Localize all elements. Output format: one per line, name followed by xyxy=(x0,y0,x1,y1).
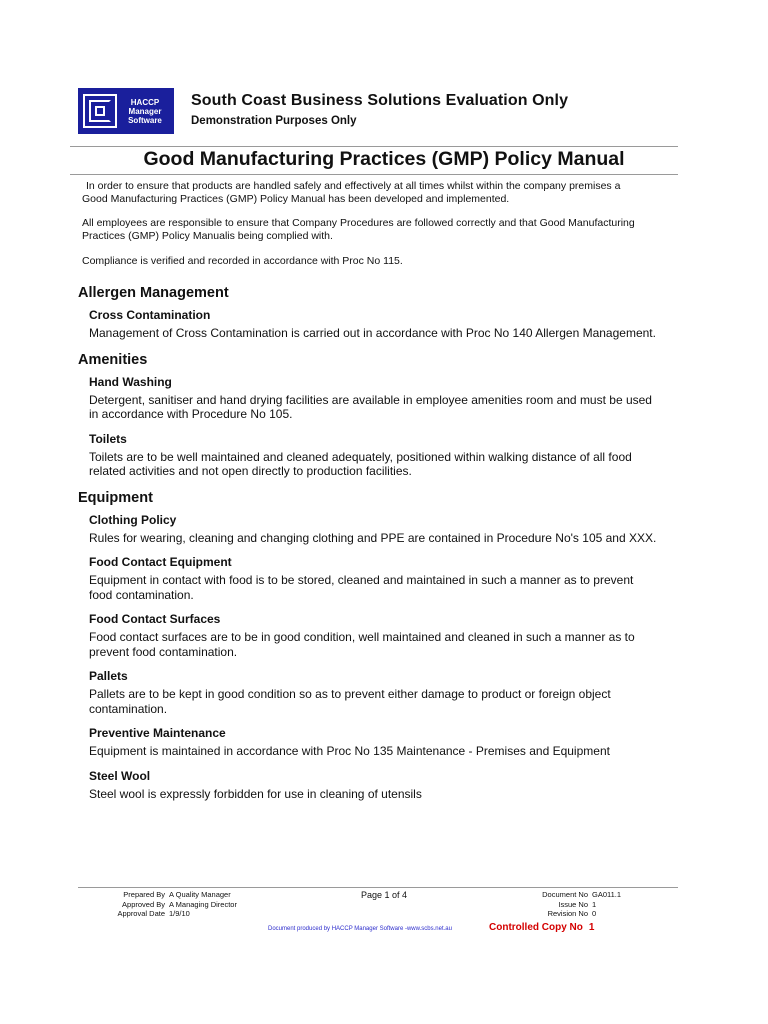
prepared-by-value: A Quality Manager xyxy=(169,890,231,899)
logo-line: Manager xyxy=(128,106,162,116)
prepared-by-label: Prepared By xyxy=(123,890,165,899)
subsection-heading: Clothing Policy xyxy=(89,512,177,527)
revision-no-value: 0 xyxy=(592,909,597,918)
issue-no-value: 1 xyxy=(592,899,597,909)
page-number: Page 1 of 4 xyxy=(360,890,408,900)
issue-no-label: Issue No xyxy=(558,899,588,909)
intro-paragraph: All employees are responsible to ensure that Company Procedures are followed correctly and that Good Manufacturing Practices (GMP) Policy Manualis being complied with. xyxy=(82,217,635,242)
approved-by-value: A Managing Director xyxy=(169,899,237,909)
policy-text: Detergent, sanitiser and hand drying facilities are available in employee amenities room and must be used in accordance with Procedure No 105. xyxy=(89,392,652,421)
controlled-copy-number: 1 xyxy=(588,922,595,933)
footer-divider xyxy=(78,887,678,888)
subsection-heading: Pallets xyxy=(89,669,128,683)
revision-no-label: Revision No xyxy=(547,909,588,918)
policy-text: Toilets are to be well maintained and cleaned adequately, positioned within walking distance of all food related activities and not open directly to production facilities. xyxy=(89,449,632,478)
produced-by-note: Document produced by HACCP Manager Software -www.scbs.net.au xyxy=(268,926,452,932)
policy-text: Food contact surfaces are to be in good condition, well maintained and cleaned in such a manner as to prevent food contamination. xyxy=(89,630,635,659)
policy-text: Equipment is maintained in accordance with Proc No 135 Maintenance - Premises and Equipment xyxy=(89,744,610,758)
policy-text: Pallets are to be kept in good condition so as to prevent either damage to product or foreign object contamination. xyxy=(89,687,611,716)
header-divider xyxy=(70,146,678,147)
intro-paragraph: Compliance is verified and recorded in accordance with Proc No 115. xyxy=(82,255,403,267)
controlled-copy-label: Controlled Copy No xyxy=(489,922,583,933)
section-heading: Allergen Management xyxy=(78,285,229,301)
subsection-heading: Toilets xyxy=(89,431,127,446)
policy-text: Steel wool is expressly forbidden for use in cleaning of utensils xyxy=(89,786,422,801)
logo-line: Software xyxy=(128,115,162,125)
section-heading: Amenities xyxy=(78,351,148,368)
company-name: South Coast Business Solutions Evaluation Only xyxy=(191,92,569,109)
subsection-heading: Food Contact Surfaces xyxy=(89,612,221,626)
subsection-heading: Cross Contamination xyxy=(89,308,211,322)
document-no-label: Document No xyxy=(542,890,588,899)
approval-date-value: 1/9/10 xyxy=(169,909,190,918)
document-no-value: GA011.1 xyxy=(592,890,622,899)
demo-subtitle: Demonstration Purposes Only xyxy=(191,115,357,127)
document-info-block xyxy=(500,890,660,919)
subsection-heading: Hand Washing xyxy=(89,374,172,389)
policy-text: Management of Cross Contamination is carried out in accordance with Proc No 140 Allergen Management. xyxy=(89,326,656,340)
controlled-copy xyxy=(489,922,594,933)
intro-paragraph: In order to ensure that products are handled safely and effectively at all times whilst within the company premises a Good Manufacturing Practices (GMP) Policy Manual has been developed and implemented. xyxy=(82,180,621,205)
policy-text: Rules for wearing, cleaning and changing clothing and PPE are contained in Procedure No's 105 and XXX. xyxy=(89,530,657,545)
approved-by-label: Approved By xyxy=(122,899,165,909)
subsection-heading: Food Contact Equipment xyxy=(89,555,232,569)
section-heading: Equipment xyxy=(78,489,153,506)
title-divider xyxy=(70,174,678,175)
logo-text xyxy=(123,98,167,125)
policy-content xyxy=(78,280,678,810)
subsection-heading: Steel Wool xyxy=(89,768,151,783)
approval-date-label: Approval Date xyxy=(117,909,165,918)
logo-line: HACCP xyxy=(130,97,160,107)
page-title: Good Manufacturing Practices (GMP) Policy Manual xyxy=(143,148,625,170)
policy-text: Equipment in contact with food is to be stored, cleaned and maintained in such a manner as to prevent food contamination. xyxy=(89,573,634,602)
haccp-square-icon xyxy=(83,94,117,128)
subsection-heading: Preventive Maintenance xyxy=(89,726,226,740)
haccp-logo xyxy=(78,88,174,134)
